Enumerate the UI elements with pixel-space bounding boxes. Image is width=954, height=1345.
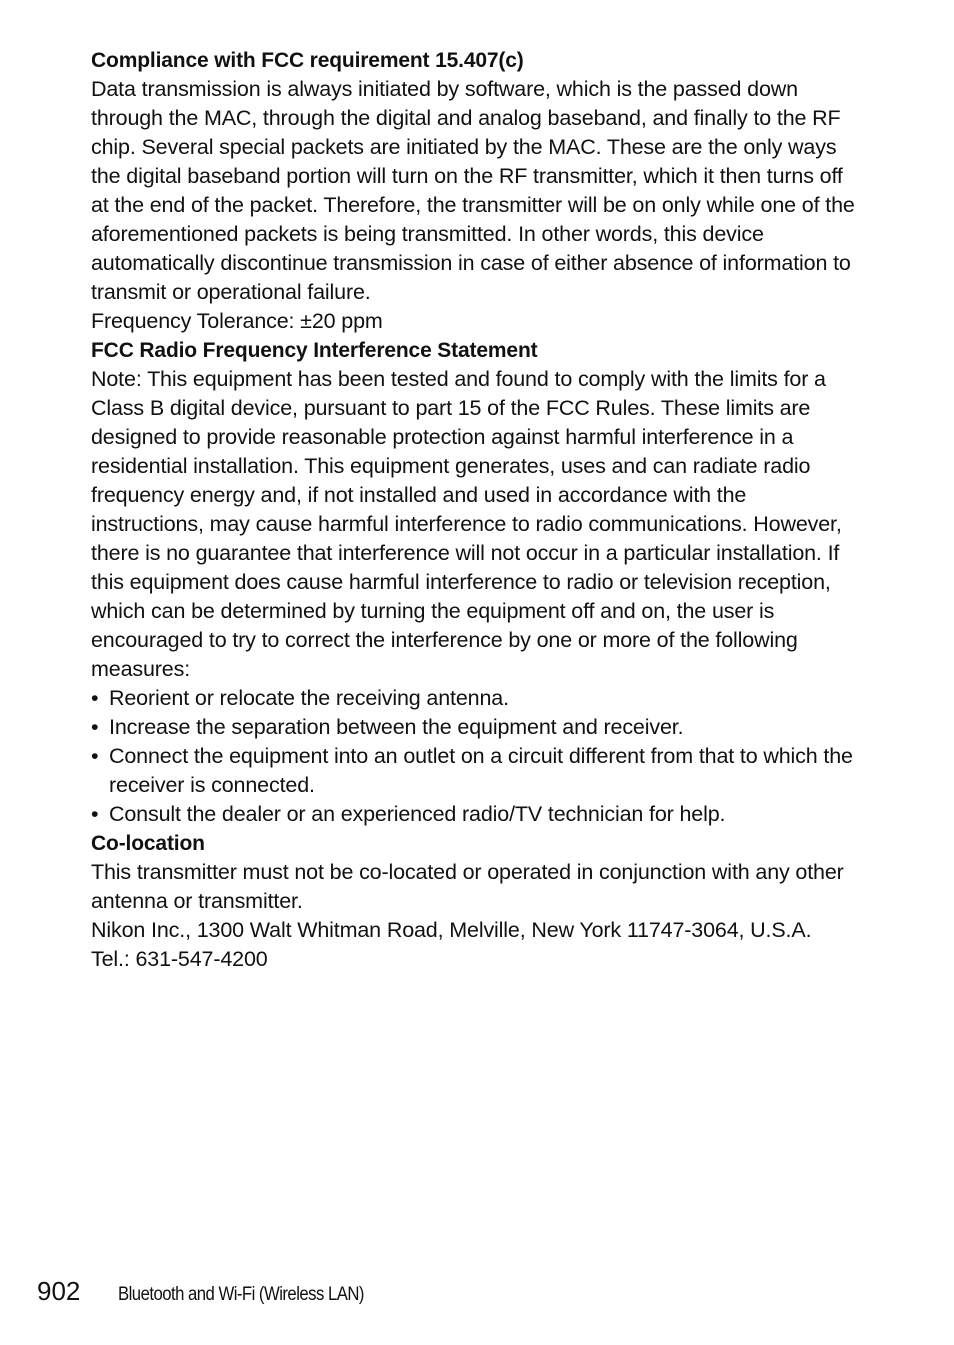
footer-section-title: Bluetooth and Wi-Fi (Wireless LAN)	[118, 1284, 365, 1305]
page-footer	[37, 1276, 398, 1316]
list-item-text: Connect the equipment into an outlet on a circuit different from that to which the receiver is connected.	[109, 744, 853, 797]
page-number: 902	[37, 1276, 81, 1306]
compliance-heading: Compliance with FCC requirement 15.407(c)	[91, 49, 524, 72]
company-address: Nikon Inc., 1300 Walt Whitman Road, Melville, New York 11747-3064, U.S.A.	[91, 918, 812, 942]
list-item	[91, 800, 856, 829]
interference-body: Note: This equipment has been tested and found to comply with the limits for a Class B digital device, pursuant to part 15 of the FCC Rules. These limits are designed to provide reasonable protection against harmful interference in a residential installation. This equipment generates, uses and can radiate radio frequency energy and, if not installed and used in accordance with the instructions, may cause harmful interference to radio communications. However, there is no guarantee that interference will not occur in a particular installation. If this equipment does cause harmful interference to radio or television reception, which can be determined by turning the equipment off and on, the user is encouraged to try to correct the interference by one or more of the following measures:	[91, 367, 842, 681]
frequency-tolerance: Frequency Tolerance: ±20 ppm	[91, 309, 383, 333]
company-telephone: Tel.: 631-547-4200	[91, 947, 268, 971]
bullet-icon: •	[91, 744, 99, 768]
bullet-icon: •	[91, 715, 99, 739]
list-item-text: Increase the separation between the equipment and receiver.	[109, 715, 684, 739]
page-content	[91, 46, 856, 974]
list-item	[91, 713, 856, 742]
measures-list	[91, 684, 856, 829]
colocation-heading: Co-location	[91, 832, 205, 855]
list-item-text: Consult the dealer or an experienced radio/TV technician for help.	[109, 802, 726, 826]
compliance-body: Data transmission is always initiated by software, which is the passed down through the MAC, through the digital and analog baseband, and finally to the RF chip. Several special packets are initiated by the MAC. These are the only ways the digital baseband portion will turn on the RF transmitter, which it then turns off at the end of the packet. Therefore, the transmitter will be on only while one of the aforementioned packets is being transmitted. In other words, this device automatically discontinue transmission in case of either absence of information to transmit or operational failure.	[91, 77, 855, 304]
interference-heading: FCC Radio Frequency Interference Statement	[91, 339, 538, 362]
list-item	[91, 742, 856, 800]
bullet-icon: •	[91, 686, 99, 710]
bullet-icon: •	[91, 802, 99, 826]
list-item-text: Reorient or relocate the receiving antenna.	[109, 686, 509, 710]
list-item	[91, 684, 856, 713]
colocation-body: This transmitter must not be co-located or operated in conjunction with any other antenna or transmitter.	[91, 860, 844, 913]
